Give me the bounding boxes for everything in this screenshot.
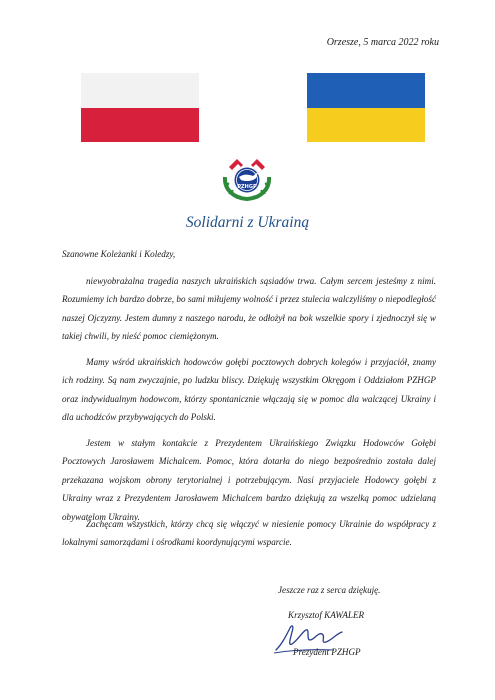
ukraine-flag [307, 73, 425, 142]
poland-flag-white-band [81, 73, 199, 108]
paragraph-4 [62, 515, 436, 552]
paragraph-3 [62, 434, 436, 526]
logo-text: PZHGP [237, 184, 257, 190]
poland-flag-red-band [81, 108, 199, 143]
ukraine-flag-yellow-band [307, 108, 425, 143]
signatory-role: Prezydent PZHGP [293, 647, 361, 657]
place-date: Orzesze, 5 marca 2022 roku [326, 37, 439, 48]
ukraine-flag-blue-band [307, 73, 425, 108]
closing-line: Jeszcze raz z serca dziękuję. [278, 585, 381, 595]
paragraph-text: Mamy wśród ukraińskich hodowców gołębi pocztowych dobrych kolegów i przyjaciół, znamy ich rodziny. Są nam zwyczajnie, po ludzku bliscy. Dziękuję wszystkim Okręgom i Oddziałom PZHGP oraz indywidualnym hodowcom, którzy spontanicznie włączają się w pomoc dla walczącej Ukrainy i dla uchodźców przybywających do Polski. [62, 357, 436, 423]
pzhgp-logo [215, 155, 279, 201]
salutation: Szanowne Koleżanki i Koledzy, [62, 249, 176, 259]
letter-title: Solidarni z Ukrainą [185, 214, 310, 231]
paragraph-text: Zachęcam wszystkich, którzy chcą się włączyć w niesienie pomocy Ukrainie do współpracy z lokalnymi samorządami i ośrodkami koordynującymi wsparcie. [62, 519, 436, 548]
paragraph-text: niewyobrażalna tragedia naszych ukraińskich sąsiadów trwa. Całym sercem jesteśmy z nimi. Rozumiemy ich bardzo dobrze, bo sami miłujemy wolność i przez stulecia walczyliśmy o niepodległość naszej Ojczyzny. Jestem dumny z naszego narodu, że odłożył na bok wszelkie spory i zjednoczył się w takiej chwili, by nieść pomoc ciemiężonym. [62, 276, 436, 342]
signatory-name: Krzysztof KAWALER [288, 610, 365, 620]
paragraph-text: Jestem w stałym kontakcie z Prezydentem Ukraińskiego Związku Hodowców Gołębi Pocztowych Jarosławem Michalcem. Pomoc, która dotarła do niego bezpośrednio została dalej przekazana wojskom obrony terytorialnej i potrzebującym. Nasi przyjaciele Hodowcy gołębi z Ukrainy wraz z Prezydentem Jarosławem Michalcem bardzo dziękują za wszelką pomoc udzielaną obywatelom Ukrainy. [62, 438, 436, 522]
poland-flag [81, 73, 199, 142]
paragraph-2 [62, 353, 436, 427]
paragraph-1 [62, 272, 436, 346]
